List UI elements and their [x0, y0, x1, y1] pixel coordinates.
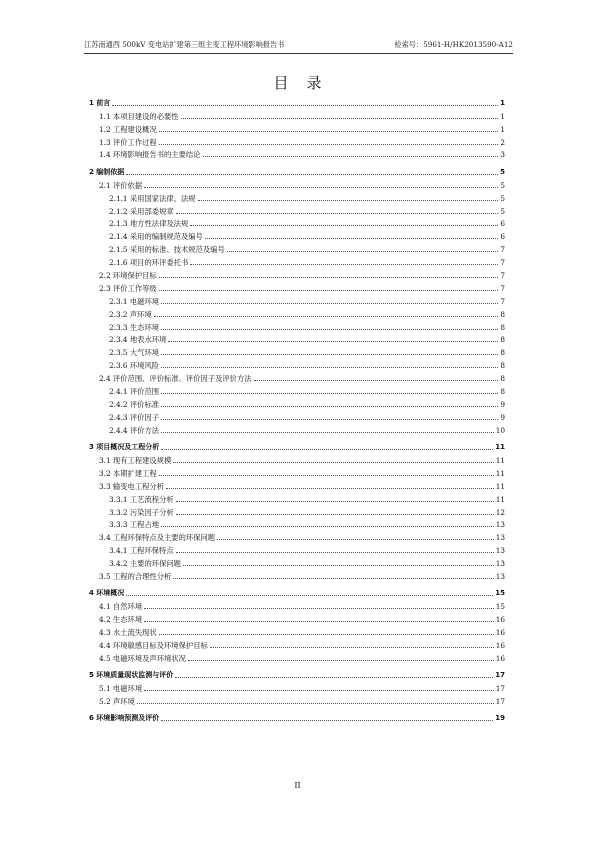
toc-dot-leader — [159, 131, 499, 132]
toc-entry-label: 3.4 工程环保特点及主要的环保问题 — [99, 533, 216, 543]
toc-dot-leader — [198, 200, 499, 201]
header-report-title: 江苏南通西 500kV 变电站扩建第三组主变工程环境影响报告书 — [84, 40, 285, 49]
toc-dot-leader — [254, 380, 499, 381]
toc-entry-page: 8 — [500, 361, 505, 371]
toc-entry-label: 5.2 声环境 — [99, 696, 135, 706]
toc-entry-page: 11 — [495, 494, 505, 504]
toc-entry[interactable] — [89, 203, 505, 216]
toc-dot-leader — [176, 514, 494, 515]
toc-dot-leader — [168, 341, 498, 342]
toc-entry-page: 1 — [500, 124, 505, 134]
toc-entry-label: 1 前言 — [89, 98, 111, 107]
toc-entry-page: 17 — [495, 671, 505, 680]
toc-entry[interactable] — [89, 504, 505, 517]
toc-entry-page: 7 — [500, 258, 505, 268]
toc-entry[interactable] — [89, 517, 505, 530]
toc-entry-label: 1.4 环境影响报告书的主要结论 — [99, 150, 201, 160]
toc-entry[interactable] — [89, 598, 505, 611]
toc-dot-leader — [188, 660, 494, 661]
table-of-contents — [89, 95, 505, 723]
toc-entry[interactable] — [89, 254, 505, 267]
toc-entry-label: 2 编制依据 — [89, 167, 125, 176]
toc-entry[interactable] — [89, 306, 505, 319]
toc-entry[interactable] — [89, 542, 505, 555]
toc-entry-page: 7 — [500, 270, 505, 280]
toc-entry-label: 2.4 评价范围、评价标准、评价因子及评价方法 — [99, 374, 252, 384]
header-document-number: 检索号：5961-H/HK2013590-A12 — [394, 40, 513, 49]
toc-entry[interactable] — [89, 121, 505, 134]
toc-chapter-entry[interactable] — [89, 439, 505, 452]
toc-entry[interactable] — [89, 491, 505, 504]
toc-entry[interactable] — [89, 293, 505, 306]
toc-dot-leader — [161, 720, 493, 721]
toc-entry-page: 17 — [495, 696, 505, 706]
toc-chapter-entry[interactable] — [89, 95, 505, 108]
toc-dot-leader — [161, 449, 493, 450]
toc-entry-label: 5 环境质量现状监测与评价 — [89, 671, 174, 680]
running-header — [84, 38, 513, 52]
toc-entry[interactable] — [89, 529, 505, 542]
toc-entry[interactable] — [89, 693, 505, 706]
toc-entry[interactable] — [89, 319, 505, 332]
toc-dot-leader — [159, 634, 494, 635]
toc-dot-leader — [190, 264, 498, 265]
toc-dot-leader — [183, 565, 494, 566]
toc-dot-leader — [144, 621, 494, 622]
toc-entry-page: 10 — [495, 425, 505, 435]
toc-entry[interactable] — [89, 555, 505, 568]
toc-entry-page: 3 — [500, 150, 505, 160]
toc-entry-page: 7 — [500, 245, 505, 255]
toc-entry-page: 9 — [500, 412, 505, 422]
toc-entry-page: 8 — [500, 335, 505, 345]
toc-entry[interactable] — [89, 177, 505, 190]
toc-entry-label: 4.1 自然环境 — [99, 602, 143, 612]
toc-entry-page: 11 — [495, 468, 505, 478]
toc-dot-leader — [159, 475, 494, 476]
toc-entry-page: 13 — [495, 520, 505, 530]
toc-chapter-entry[interactable] — [89, 585, 505, 598]
toc-entry-label: 2.1.5 采用的标准、技术规范及编号 — [109, 245, 225, 255]
toc-entry-page: 16 — [495, 653, 505, 663]
toc-dot-leader — [161, 393, 498, 394]
toc-entry[interactable] — [89, 680, 505, 693]
toc-entry-page: 16 — [495, 615, 505, 625]
toc-dot-leader — [176, 501, 494, 502]
toc-entry-label: 2.3.2 声环境 — [109, 309, 152, 319]
toc-entry-page: 5 — [500, 167, 505, 176]
toc-entry-page: 19 — [495, 714, 505, 723]
toc-chapter-entry[interactable] — [89, 667, 505, 680]
toc-dot-leader — [173, 462, 493, 463]
toc-entry[interactable] — [89, 280, 505, 293]
toc-entry-page: 17 — [495, 684, 505, 694]
toc-entry-label: 2.2 环境保护目标 — [99, 270, 157, 280]
toc-entry-page: 8 — [500, 386, 505, 396]
toc-entry[interactable] — [89, 216, 505, 229]
toc-dot-leader — [181, 118, 499, 119]
toc-dot-leader — [161, 419, 498, 420]
toc-dot-leader — [159, 277, 499, 278]
toc-entry[interactable] — [89, 134, 505, 147]
toc-entry-page: 16 — [495, 640, 505, 650]
toc-entry-label: 2.4.2 评价标准 — [109, 399, 160, 409]
toc-entry-page: 2 — [500, 137, 505, 147]
toc-dot-leader — [217, 539, 494, 540]
toc-entry[interactable] — [89, 147, 505, 160]
toc-entry-page: 15 — [495, 602, 505, 612]
toc-entry-label: 2.1 评价依据 — [99, 180, 143, 190]
toc-entry-page: 11 — [495, 481, 505, 491]
toc-entry-label: 3.4.2 主要的环保问题 — [109, 559, 181, 569]
toc-entry[interactable] — [89, 228, 505, 241]
toc-entry[interactable] — [89, 267, 505, 280]
toc-entry[interactable] — [89, 396, 505, 409]
toc-entry-label: 3.3.1 工艺流程分析 — [109, 494, 174, 504]
toc-entry-label: 2.1.6 项目的环评委托书 — [109, 258, 189, 268]
toc-entry-label: 3.5 工程的合理性分析 — [99, 571, 172, 581]
toc-entry-label: 2.4.3 评价因子 — [109, 412, 160, 422]
toc-entry[interactable] — [89, 370, 505, 383]
toc-dot-leader — [190, 225, 498, 226]
toc-entry-page: 9 — [500, 399, 505, 409]
toc-dot-leader — [161, 329, 498, 330]
toc-dot-leader — [161, 367, 498, 368]
toc-entry-page: 11 — [495, 443, 505, 452]
toc-entry-label: 3.4.1 工程环保特点 — [109, 546, 174, 556]
toc-entry[interactable] — [89, 383, 505, 396]
toc-dot-leader — [137, 703, 494, 704]
toc-entry[interactable] — [89, 568, 505, 581]
toc-entry-page: 13 — [495, 533, 505, 543]
toc-entry-page: 15 — [495, 589, 505, 598]
toc-dot-leader — [175, 677, 493, 678]
toc-entry-label: 1.2 工程建设概况 — [99, 124, 157, 134]
toc-entry[interactable] — [89, 637, 505, 650]
toc-entry-page: 13 — [495, 559, 505, 569]
toc-dot-leader — [161, 303, 498, 304]
toc-entry-page: 7 — [500, 283, 505, 293]
toc-dot-leader — [144, 608, 494, 609]
toc-entry-page: 11 — [495, 455, 505, 465]
toc-entry-page: 6 — [500, 232, 505, 242]
toc-dot-leader — [210, 647, 494, 648]
toc-entry[interactable] — [89, 409, 505, 422]
toc-entry-page: 1 — [500, 111, 505, 121]
toc-dot-leader — [144, 690, 494, 691]
toc-entry[interactable] — [89, 611, 505, 624]
toc-entry-label: 1.1 本项目建设的必要性 — [99, 111, 179, 121]
toc-dot-leader — [161, 526, 494, 527]
toc-entry-label: 2.1.4 采用的编制规范及编号 — [109, 232, 203, 242]
page-title: 目录 — [273, 74, 340, 92]
toc-entry-label: 3.3.2 污染因子分析 — [109, 507, 174, 517]
toc-entry[interactable] — [89, 241, 505, 254]
toc-dot-leader — [205, 238, 498, 239]
toc-dot-leader — [159, 290, 499, 291]
toc-entry[interactable] — [89, 357, 505, 370]
toc-entry-label: 2.4.1 评价范围 — [109, 386, 160, 396]
toc-entry-label: 3.3 输变电工程分析 — [99, 481, 165, 491]
toc-entry-page: 8 — [500, 322, 505, 332]
toc-dot-leader — [173, 578, 493, 579]
toc-entry-page: 8 — [500, 348, 505, 358]
toc-entry[interactable] — [89, 624, 505, 637]
toc-entry-label: 2.3.1 电磁环境 — [109, 296, 160, 306]
toc-dot-leader — [144, 187, 498, 188]
toc-entry[interactable] — [89, 344, 505, 357]
toc-dot-leader — [203, 156, 499, 157]
toc-entry-page: 13 — [495, 571, 505, 581]
toc-entry-page: 8 — [500, 374, 505, 384]
toc-entry[interactable] — [89, 108, 505, 121]
toc-entry[interactable] — [89, 452, 505, 465]
toc-entry-label: 3 项目概况及工程分析 — [89, 443, 160, 452]
toc-entry-label: 2.4.4 评价方法 — [109, 425, 160, 435]
toc-entry[interactable] — [89, 190, 505, 203]
toc-entry-label: 5.1 电磁环境 — [99, 684, 143, 694]
toc-entry-label: 2.3.3 生态环境 — [109, 322, 160, 332]
toc-dot-leader — [166, 488, 494, 489]
toc-entry[interactable] — [89, 465, 505, 478]
toc-entry-page: 13 — [495, 546, 505, 556]
toc-dot-leader — [159, 144, 499, 145]
toc-entry-page: 5 — [500, 180, 505, 190]
toc-dot-leader — [126, 174, 498, 175]
toc-entry-label: 2.3 评价工作等级 — [99, 283, 157, 293]
toc-entry-label: 3.1 现有工程建设规模 — [99, 455, 172, 465]
toc-dot-leader — [161, 406, 498, 407]
toc-entry-page: 7 — [500, 296, 505, 306]
toc-entry-page: 8 — [500, 309, 505, 319]
toc-entry-label: 1.3 评价工作过程 — [99, 137, 157, 147]
toc-entry-label: 2.1.3 地方性法律及法规 — [109, 219, 189, 229]
toc-dot-leader — [154, 316, 499, 317]
toc-chapter-entry[interactable] — [89, 710, 505, 723]
toc-entry[interactable] — [89, 650, 505, 663]
toc-dot-leader — [126, 595, 493, 596]
toc-entry-page: 12 — [495, 507, 505, 517]
toc-entry-label: 4.5 电磁环境及声环境状况 — [99, 653, 186, 663]
toc-chapter-entry[interactable] — [89, 164, 505, 177]
toc-entry-page: 6 — [500, 219, 505, 229]
toc-entry-label: 2.1.2 采用部委规章 — [109, 206, 174, 216]
toc-entry[interactable] — [89, 478, 505, 491]
toc-entry-page: 1 — [500, 98, 505, 107]
toc-entry[interactable] — [89, 332, 505, 345]
toc-dot-leader — [161, 354, 498, 355]
toc-entry-label: 3.3.3 工程占地 — [109, 520, 160, 530]
toc-entry-label: 3.2 本期扩建工程 — [99, 468, 157, 478]
toc-entry-label: 2.3.5 大气环境 — [109, 348, 160, 358]
toc-dot-leader — [227, 251, 499, 252]
toc-dot-leader — [176, 552, 494, 553]
toc-entry-page: 5 — [500, 193, 505, 203]
toc-entry-label: 6 环境影响预测及评价 — [89, 714, 160, 723]
toc-dot-leader — [112, 105, 498, 106]
toc-entry-label: 2.3.6 环境风险 — [109, 361, 160, 371]
toc-entry-label: 2.3.4 地表水环境 — [109, 335, 167, 345]
toc-entry-label: 4.2 生态环境 — [99, 615, 143, 625]
page-number: II — [294, 781, 301, 790]
toc-entry-label: 2.1.1 采用国家法律、法规 — [109, 193, 196, 203]
header-divider — [84, 53, 513, 54]
toc-entry-label: 4 环境概况 — [89, 589, 125, 598]
toc-entry-label: 4.4 环境敏感目标及环境保护目标 — [99, 640, 208, 650]
toc-entry-page: 16 — [495, 628, 505, 638]
toc-dot-leader — [161, 432, 494, 433]
toc-entry-label: 4.3 水土流失现状 — [99, 628, 157, 638]
toc-entry-page: 5 — [500, 206, 505, 216]
toc-entry[interactable] — [89, 422, 505, 435]
toc-dot-leader — [176, 213, 499, 214]
